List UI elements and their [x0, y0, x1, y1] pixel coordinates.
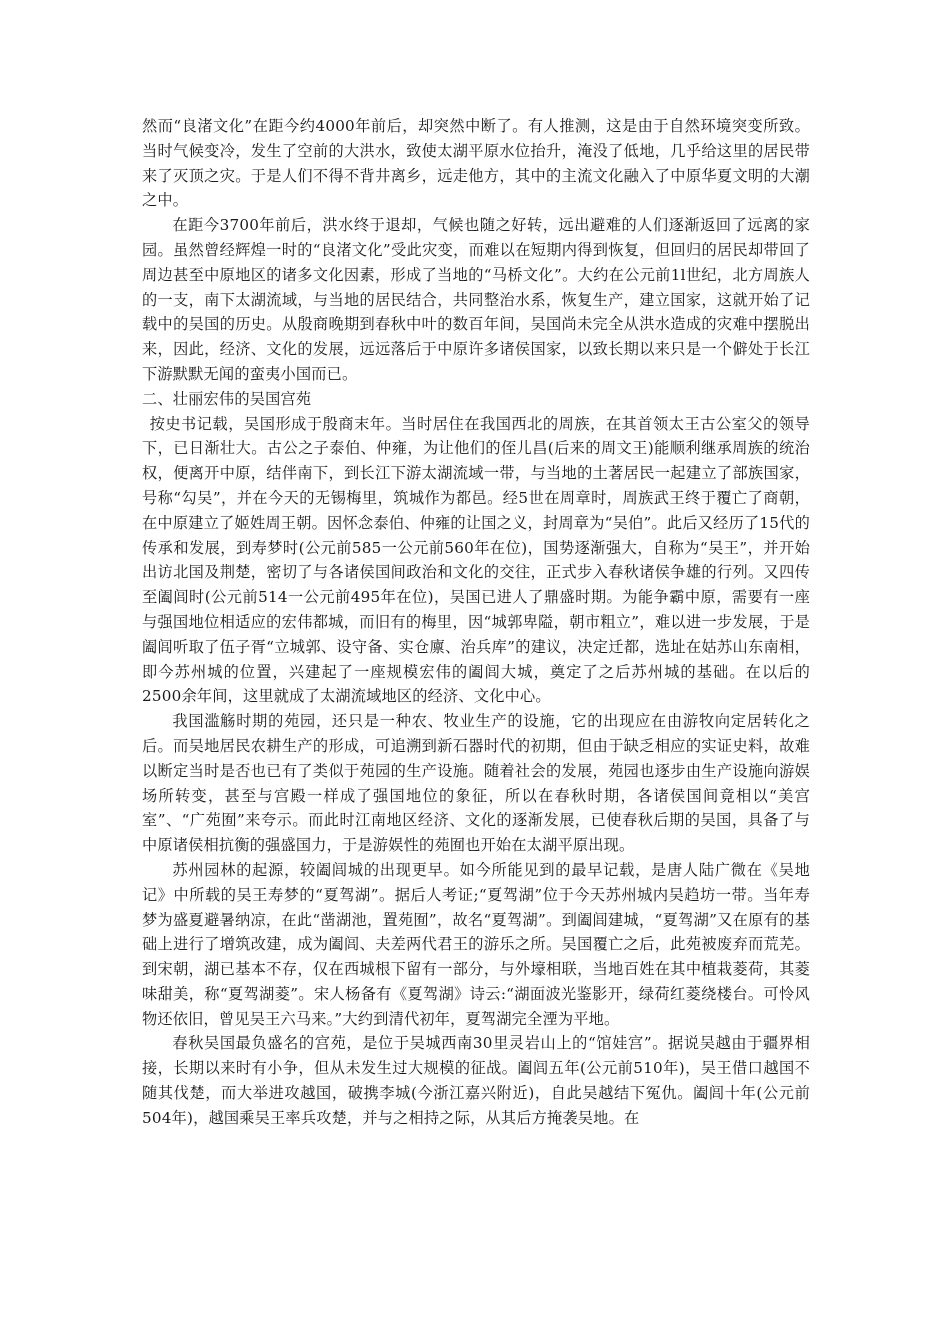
- paragraph-liangzhu-decline: 然而“良渚文化”在距今约4000年前后，却突然中断了。有人推测，这是由于自然环境突变所致。当时气候变冷，发生了空前的大洪水，致使太湖平原水位抬升，淹没了低地，几乎给这里的居民带来了灭顶之灾。于是人们不得不背井离乡，远走他方，其中的主流文化融入了中原华夏文明的大潮之中。: [142, 117, 810, 210]
- paragraph-maqiao-culture: 在距今3700年前后，洪水终于退却，气候也随之好转，远出避难的人们逐渐返回了远离的家园。虽然曾经辉煌一时的“良渚文化”受此灾变，而难以在短期内得到恢复，但回归的居民却带回了周边甚至中原地区的诸多文化因素，形成了当地的“马桥文化”。大约在公元前1l世纪，北方周族人的一支，南下太湖流域，与当地的居民结合，共同整治水系，恢复生产，建立国家，这就开始了记载中的吴国的历史。从殷商晚期到春秋中叶的数百年间，吴国尚未完全从洪水造成的灾难中摆脱出来，因此，经济、文化的发展，远远落后于中原许多诸侯国家，以致长期以来只是一个僻处于长江下游默默无闻的蛮夷小国而已。: [142, 216, 810, 383]
- section-heading: 二、壮丽宏伟的吴国宫苑: [142, 389, 312, 408]
- paragraph-wu-history: 按史书记载，吴国形成于殷商末年。当时居住在我国西北的周族，在其首领太王古公室父的领导下，已日渐壮大。古公之子泰伯、仲雍，为让他们的侄儿昌(后来的周文王)能顺利继承周族的统治权，便离开中原，结伴南下，到长江下游太湖流域一带，与当地的土著居民一起建立了部族国家，号称“勾吴”，并在今天的无锡梅里，筑城作为都邑。经5世在周章时，周族武王终于覆亡了商朝，在中原建立了姬姓周王朝。因怀念泰伯、仲雍的让国之义，封周章为“吴伯”。此后又经历了15代的传承和发展，到寿梦时(公元前585一公元前560年在位)，国势逐渐强大，自称为“吴王”，并开始出访北国及荆楚，密切了与各诸侯国间政治和文化的交往，正式步入春秋诸侯争雄的行列。又四传至阖闾时(公元前514一公元前495年在位)，吴国已进人了鼎盛时期。为能争霸中原，需要有一座与强国地位相适应的宏伟都城，而旧有的梅里，因“城郭卑隘，朝市粗立”，难以进一步发展，于是阖闾听取了伍子胥“立城郭、设守备、实仓廪、治兵库”的建议，决定迁都，选址在姑苏山东南相，即今苏州城的位置，兴建起了一座规模宏伟的阖闾大城，奠定了之后苏州城的基础。在以后的2500余年间，这里就成了太湖流域地区的经济、文化中心。: [142, 414, 810, 706]
- paragraph-xiajia-lake: 苏州园林的起源，较阖闾城的出现更早。如今所能见到的最早记载，是唐人陆广微在《吴地记》中所载的吴王寿梦的“夏驾湖”。据后人考证;“夏驾湖”位于今天苏州城内吴趋坊一带。当年寿梦为盛夏避暑纳凉，在此“凿湖池，置苑囿”，故名“夏驾湖”。到阖闾建城，“夏驾湖”又在原有的基础上进行了增筑改建，成为阖闾、夫差两代君王的游乐之所。吴国覆亡之后，此苑被废弃而荒芜。到宋朝，湖已基本不存，仅在西城根下留有一部分，与外壕相联，当地百姓在其中植栽菱荷，其菱味甜美，称“夏驾湖菱”。宋人杨备有《夏驾湖》诗云:“湖面波光鉴影开，绿荷红菱绕楼台。可怜风物还依旧，曾见吴王六马来。”大约到清代初年，夏驾湖完全湮为平地。: [142, 860, 810, 1028]
- paragraph-guanwa-palace: 春秋吴国最负盛名的宫苑，是位于吴城西南30里灵岩山上的“馆娃宫”。据说吴越由于疆界相接，长期以来时有小争，但从未发生过大规模的征战。阖闾五年(公元前510年)，吴王借口越国不随其伐楚，而大举进攻越国，破携李城(今浙江嘉兴附近)，自此吴越结下冤仇。阖闾十年(公元前504年)，越国乘吴王率兵攻楚，并与之相持之际，从其后方掩袭吴地。在: [142, 1034, 810, 1127]
- document-page: [142, 114, 810, 1131]
- paragraph-early-gardens: 我国滥觞时期的苑园，还只是一种农、牧业生产的设施，它的出现应在由游牧向定居转化之后。而吴地居民农耕生产的形成，可追溯到新石器时代的初期，但由于缺乏相应的实证史料，故难以断定当时是否也已有了类似于苑园的生产设施。随着社会的发展，苑园也逐步由生产设施向游娱场所转变，甚至与宫殿一样成了强国地位的象征，所以在春秋时期，各诸侯国间竟相以“美宫室”、“广苑囿”来夸示。而此时江南地区经济、文化的逐渐发展，已使春秋后期的吴国，具备了与中原诸侯相抗衡的强盛国力，于是游娱性的苑囿也开始在太湖平原出现。: [142, 712, 810, 855]
